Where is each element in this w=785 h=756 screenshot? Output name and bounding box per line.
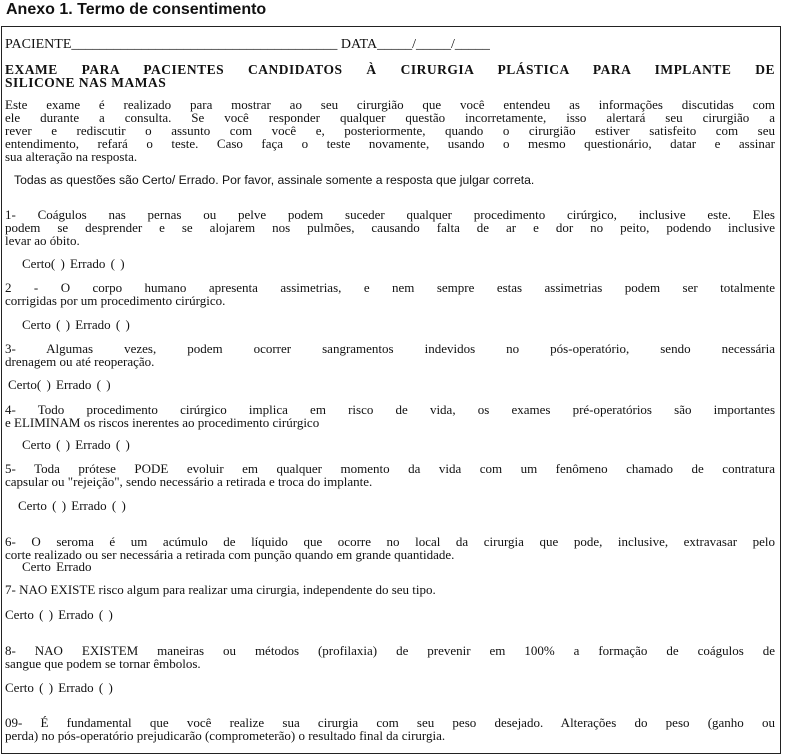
intro-line: ele durante a consulta. Se você responder qualquer questão incorretamente, isso alertará seu cirurgião a bbox=[5, 110, 775, 125]
question-1-text: levar ao óbito. bbox=[5, 233, 80, 248]
question-6-answer[interactable]: Certo Errado bbox=[22, 559, 92, 574]
intro-line: sua alteração na resposta. bbox=[5, 149, 138, 164]
question-9-text: 09- É fundamental que você realize sua cirurgia com seu peso desejado. Alterações do peso (ganho ou bbox=[5, 715, 775, 730]
question-1-text: 1- Coágulos nas pernas ou pelve podem suceder qualquer procedimento cirúrgico, inclusive este. Eles bbox=[5, 207, 775, 222]
question-3-answer[interactable]: Certo( ) Errado ( ) bbox=[8, 377, 111, 392]
question-4-text: 4- Todo procedimento cirúrgico implica em risco de vida, os exames pré-operatórios são importantes bbox=[5, 402, 775, 417]
intro-line: rever e rediscutir o assunto com você e, posteriormente, quando o cirurgião estiver satisfeito com seu bbox=[5, 123, 775, 138]
form-heading-line-2: SILICONE NAS MAMAS bbox=[5, 75, 167, 90]
question-1-text: podem se desprender e se alojarem nos pulmões, causando falta de ar e dor no peito, podendo inclusive bbox=[5, 220, 775, 235]
intro-line: entendimento, refará o teste. Caso faça o teste novamente, usando o mesmo questionário, datar e assinar bbox=[5, 136, 775, 151]
form-heading-line-1: EXAME PARA PACIENTES CANDIDATOS À CIRURGIA PLÁSTICA PARA IMPLANTE DE bbox=[5, 62, 775, 77]
question-5-text: 5- Toda prótese PODE evoluir em qualquer momento da vida com um fenômeno chamado de contratura bbox=[5, 461, 775, 476]
question-6-text: 6- O seroma é um acúmulo de líquido que ocorre no local da cirurgia que pode, inclusive, extravasar pelo bbox=[5, 534, 775, 549]
question-7-answer[interactable]: Certo ( ) Errado ( ) bbox=[5, 607, 113, 622]
patient-date-line: PACIENTE______________________________________ DATA_____/_____/_____ bbox=[5, 37, 490, 52]
question-3-text: drenagem ou até reoperação. bbox=[5, 354, 155, 369]
question-7-text: 7- NAO EXISTE risco algum para realizar uma cirurgia, independente do seu tipo. bbox=[5, 582, 436, 597]
consent-form bbox=[1, 26, 781, 754]
question-5-text: capsular ou "rejeição", sendo necessário a retirada e troca do implante. bbox=[5, 474, 373, 489]
question-3-text: 3- Algumas vezes, podem ocorrer sangramentos indevidos no pós-operatório, sendo necessária bbox=[5, 341, 775, 356]
instructions-notice: Todas as questões são Certo/ Errado. Por favor, assinale somente a resposta que julgar correta. bbox=[14, 173, 535, 187]
question-2-answer[interactable]: Certo ( ) Errado ( ) bbox=[22, 317, 130, 332]
question-2-text: corrigidas por um procedimento cirúrgico. bbox=[5, 293, 226, 308]
question-5-answer[interactable]: Certo ( ) Errado ( ) bbox=[18, 498, 126, 513]
question-8-text: 8- NAO EXISTEM maneiras ou métodos (profilaxia) de prevenir em 100% a formação de coágulos de bbox=[5, 643, 775, 658]
question-8-text: sangue que podem se tornar êmbolos. bbox=[5, 656, 201, 671]
question-8-answer[interactable]: Certo ( ) Errado ( ) bbox=[5, 680, 113, 695]
question-2-text: 2 - O corpo humano apresenta assimetrias, e nem sempre estas assimetrias podem ser totalmente bbox=[5, 280, 775, 295]
intro-line: Este exame é realizado para mostrar ao seu cirurgião que você entendeu as informações discutidas com bbox=[5, 97, 775, 112]
question-6-text: corte realizado ou ser necessária a retirada com punção quando em grande quantidade. bbox=[5, 547, 455, 562]
question-4-answer[interactable]: Certo ( ) Errado ( ) bbox=[22, 437, 130, 452]
annex-title: Anexo 1. Termo de consentimento bbox=[6, 1, 267, 18]
question-9-text: perda) no pós-operatório prejudicarão (comprometerão) o resultado final da cirurgia. bbox=[5, 728, 446, 743]
question-1-answer[interactable]: Certo( ) Errado ( ) bbox=[22, 256, 125, 271]
question-4-text: e ELIMINAM os riscos inerentes ao procedimento cirúrgico bbox=[5, 415, 320, 430]
